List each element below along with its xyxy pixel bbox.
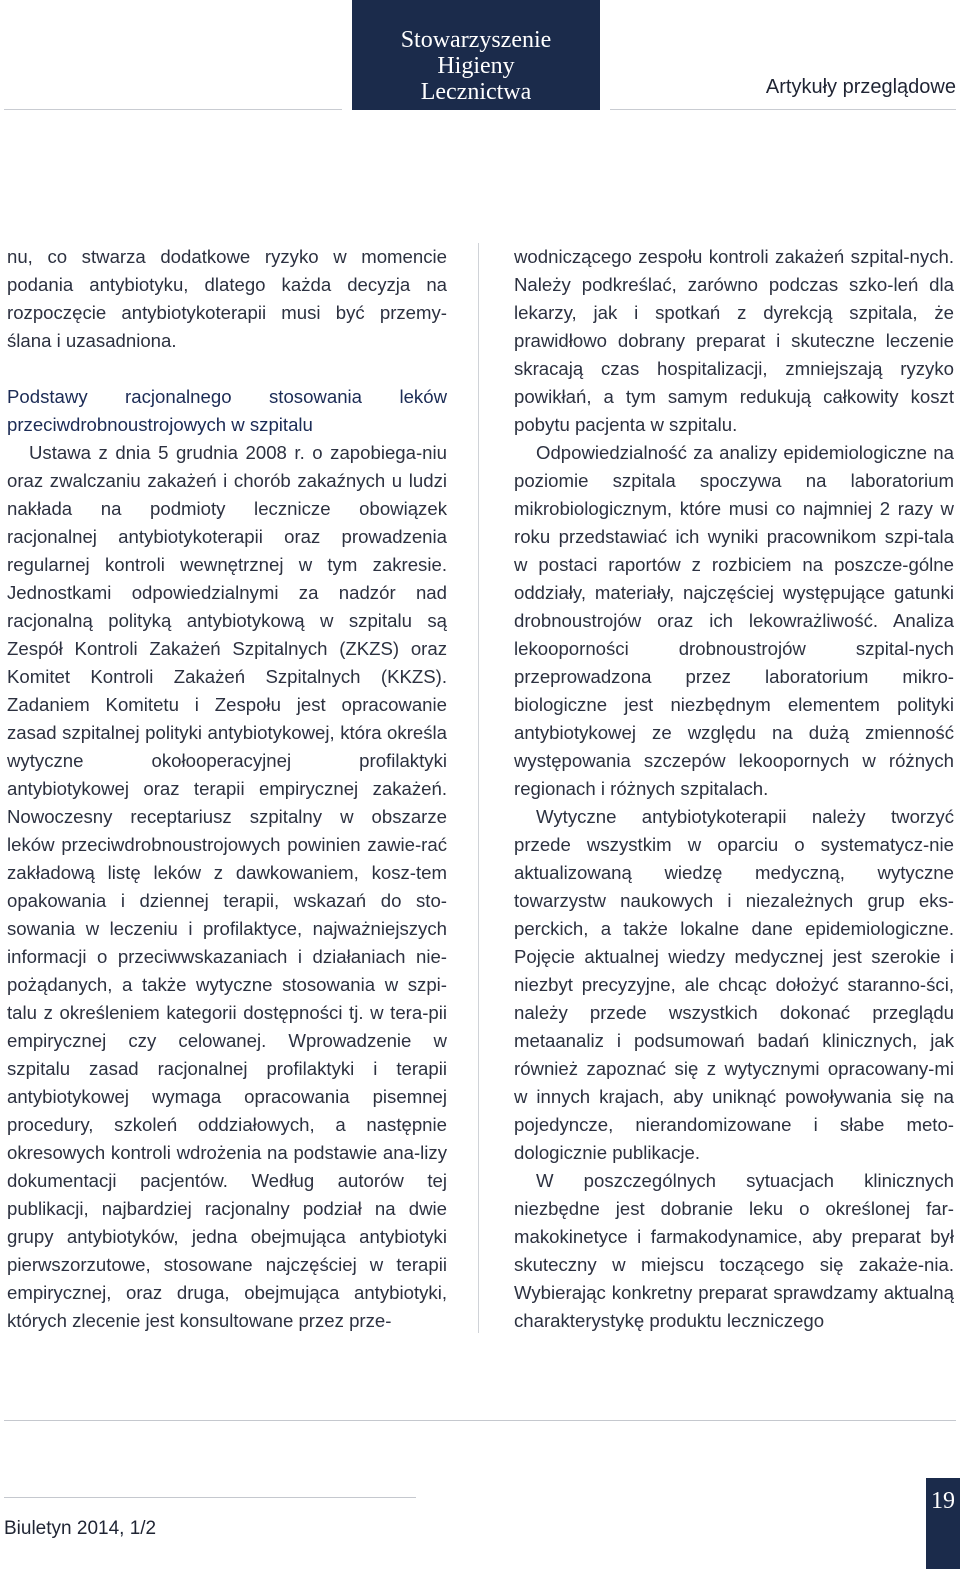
right-column: [514, 243, 954, 1335]
header-rule-right: [610, 109, 956, 110]
paragraph: Odpowiedzialność za analizy epidemiologiczne na poziomie szpitala spoczywa na laboratorium mikrobiologicznym, które musi co najmniej 2 razy w roku przedstawiać ich wyniki pracownikom szpi-tala w postaci raportów z rozbiciem na poszcze-gólne oddziały, materiały, najczęściej występujące gatunki drobnoustrojów oraz ich lekowrażliwość. Analiza lekooporności drobnoustrojów szpital-nych przeprowadzona przez laboratorium mikro-biologiczne jest niezbędnym elementem polityki antybiotykowej ze względu na dużą zmienność występowania szczepów lekoopornych w różnych regionach i różnych szpitalach.: [514, 442, 954, 799]
footer-rule: [4, 1420, 956, 1421]
page-number: 19: [926, 1478, 960, 1569]
paragraph: nu, co stwarza dodatkowe ryzyko w momencie podania antybiotyku, dlatego każda decyzja na rozpoczęcie antybiotykoterapii musi być przemy-ślana i uzasadniona.: [7, 246, 447, 351]
journal-issue: Biuletyn 2014, 1/2: [4, 1518, 157, 1539]
society-logo: [352, 0, 600, 110]
column-divider: [478, 243, 479, 1333]
logo-line-2: Higieny: [437, 53, 515, 79]
left-column: [7, 243, 447, 1335]
paragraph: W poszczególnych sytuacjach klinicznych niezbędne jest dobranie leku o określonej far-makokinetyce i farmakodynamice, aby preparat był skuteczny w miejscu toczącego się zakaże-nia. Wybierając konkretny preparat sprawdzamy aktualną charakterystykę produktu leczniczego: [514, 1170, 954, 1331]
logo-line-3: Lecznictwa: [420, 79, 532, 105]
paragraph: Ustawa z dnia 5 grudnia 2008 r. o zapobiega-niu oraz zwalczaniu zakażeń i chorób zakaźnych u ludzi nakłada na podmioty lecznicze obowiązek racjonalnej antybiotykoterapii oraz prowadzenia regularnej kontroli wewnętrznej w tym zakresie. Jednostkami odpowiedzialnymi za nadzór nad racjonalną polityką antybiotykową w szpitalu są Zespół Kontroli Zakażeń Szpitalnych (ZKZS) oraz Komitet Kontroli Zakażeń Szpitalnych (KKZS). Zadaniem Komitetu i Zespołu jest opracowanie zasad szpitalnej polityki antybiotykowej, która określa wytyczne okołooperacyjnej profilaktyki antybiotykowej oraz terapii empirycznej zakażeń. Nowoczesny receptariusz szpitalny w obszarze leków przeciwdrobnoustrojowych powinien zawie-rać zakładową listę leków z dawkowaniem, kosz-tem opakowania i dziennej terapii, wskazań do sto-sowania w leczeniu i profilaktyce, najważniejszych informacji o przeciwwskazaniach i działaniach nie-pożądanych, a także wytyczne stosowania w szpi-talu z określeniem kategorii dostępności tj. w tera-pii empirycznej czy celowanej. Wprowadzenie w szpitalu zasad racjonalnej profilaktyki i terapii antybiotykowej wymaga opracowania pisemnej procedury, szkoleń oddziałowych, a następnie okresowych kontroli wdrożenia na podstawie ana-lizy dokumentacji pacjentów. Według autorów tej publikacji, najbardziej racjonalny podział na dwie grupy antybiotyków, jedna obejmująca antybiotyki pierwszorzutowe, stosowane najczęściej w terapii empirycznej, oraz druga, obejmująca antybiotyki, których zlecenie jest konsultowane przez prze-: [7, 442, 447, 1331]
section-title: Artykuły przeglądowe: [765, 76, 956, 98]
paragraph: Wytyczne antybiotykoterapii należy tworzyć przede wszystkim w oparciu o systematycz-nie aktualizowaną wiedzę medyczną, wytyczne towarzystw naukowych i niezależnych grup eks-perckich, a także lokalne dane epidemiologiczne. Pojęcie aktualnej wiedzy medycznej jest szerokie i niezbyt precyzyjne, ale chcąc dołożyć staranno-ści, należy przede wszystkich dokonać przeglądu metaanaliz i podsumowań badań klinicznych, jak również zapoznać się z wytycznymi opracowany-mi w innych krajach, aby uniknąć powoływania się na pojedyncze, nierandomizowane i słabe meto-dologicznie publikacje.: [514, 806, 954, 1163]
header-rule-left: [4, 109, 342, 110]
section-heading: Podstawy racjonalnego stosowania leków przeciwdrobnoustrojowych w szpitalu: [7, 386, 447, 435]
footer-rule-short: [4, 1497, 416, 1498]
logo-line-1: Stowarzyszenie: [400, 27, 552, 53]
paragraph: wodniczącego zespołu kontroli zakażeń szpital-nych. Należy podkreślać, zarówno podczas szko-leń dla lekarzy, jak i spotkań z dyrekcją szpitala, że prawidłowo dobrany preparat i skuteczne leczenie skracają czas hospitalizacji, zmniejszają ryzyko powikłań, a tym samym redukują całkowity koszt pobytu pacjenta w szpitalu.: [514, 246, 954, 435]
